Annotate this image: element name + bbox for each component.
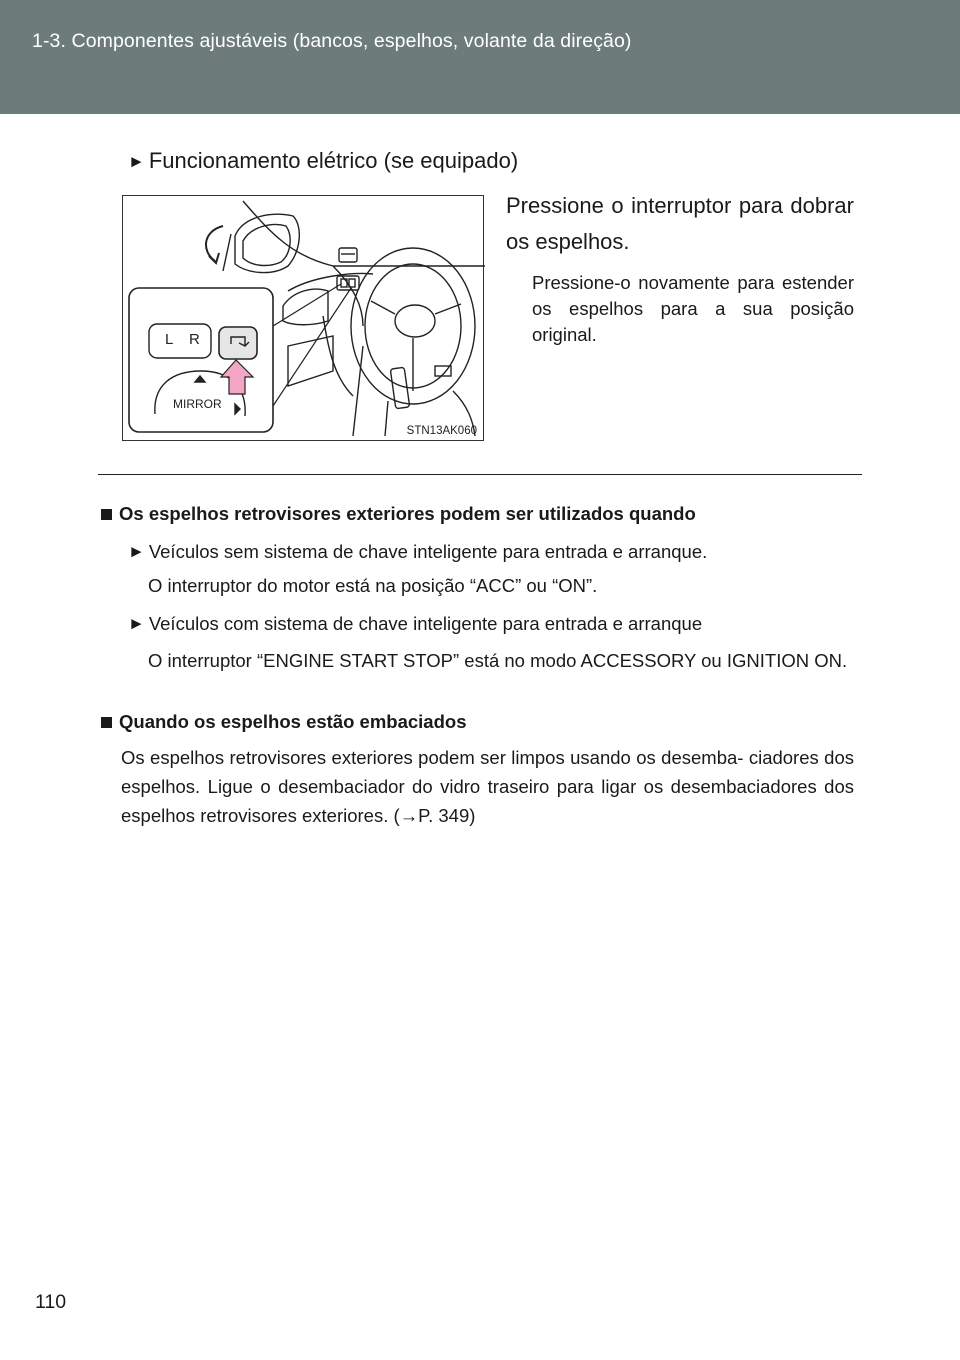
section-usage-heading bbox=[101, 503, 696, 525]
mirror-label: MIRROR bbox=[173, 397, 222, 411]
triangle-marker-icon: ► bbox=[128, 614, 145, 633]
left-mirror-label: L bbox=[165, 331, 174, 348]
electric-operation-heading-text: Funcionamento elétrico (se equipado) bbox=[148, 148, 519, 173]
electric-operation-heading bbox=[128, 148, 518, 174]
right-mirror-label: R bbox=[189, 331, 200, 348]
page-header bbox=[0, 0, 960, 114]
usage-condition-2-text: Veículos com sistema de chave inteligente para entrada e arranque bbox=[148, 613, 703, 634]
triangle-marker-icon: ► bbox=[128, 542, 145, 561]
section-fog-heading bbox=[101, 711, 467, 733]
section-usage-title: Os espelhos retrovisores exteriores podem ser utilizados quando bbox=[119, 503, 696, 524]
fold-instruction: Pressione o interruptor para dobrar os espelhos. bbox=[506, 193, 854, 254]
fog-paragraph: Os espelhos retrovisores exteriores podem ser limpos usando os desemba- ciadores dos espelhos. Ligue o desembaciador do vidro traseiro para ligar os desembaciadores dos espelhos retrovisores exteriores. (→P. 349) bbox=[121, 747, 854, 826]
figure-code: STN13AK060 bbox=[406, 425, 477, 437]
square-bullet-icon bbox=[101, 717, 112, 728]
square-bullet-icon bbox=[101, 509, 112, 520]
page-number: 110 bbox=[35, 1291, 67, 1313]
mirror-switch-illustration bbox=[122, 195, 484, 441]
usage-condition-1-text: Veículos sem sistema de chave inteligente para entrada e arranque. bbox=[148, 541, 708, 562]
usage-condition-2-detail: O interruptor “ENGINE START STOP” está no modo ACCESSORY ou IGNITION ON. bbox=[148, 650, 848, 671]
chapter-title: 1-3. Componentes ajustáveis (bancos, espelhos, volante da direção) bbox=[32, 30, 632, 52]
triangle-marker-icon: ► bbox=[128, 152, 145, 171]
section-fog-title: Quando os espelhos estão embaciados bbox=[119, 711, 467, 732]
usage-condition-2-label bbox=[128, 609, 858, 639]
section-divider bbox=[98, 474, 862, 475]
unfold-note: Pressione-o novamente para estender os espelhos para a sua posição original. bbox=[532, 272, 854, 345]
usage-condition-1-detail: O interruptor do motor está na posição “ACC” ou “ON”. bbox=[148, 575, 598, 596]
usage-condition-1-label bbox=[128, 537, 858, 567]
